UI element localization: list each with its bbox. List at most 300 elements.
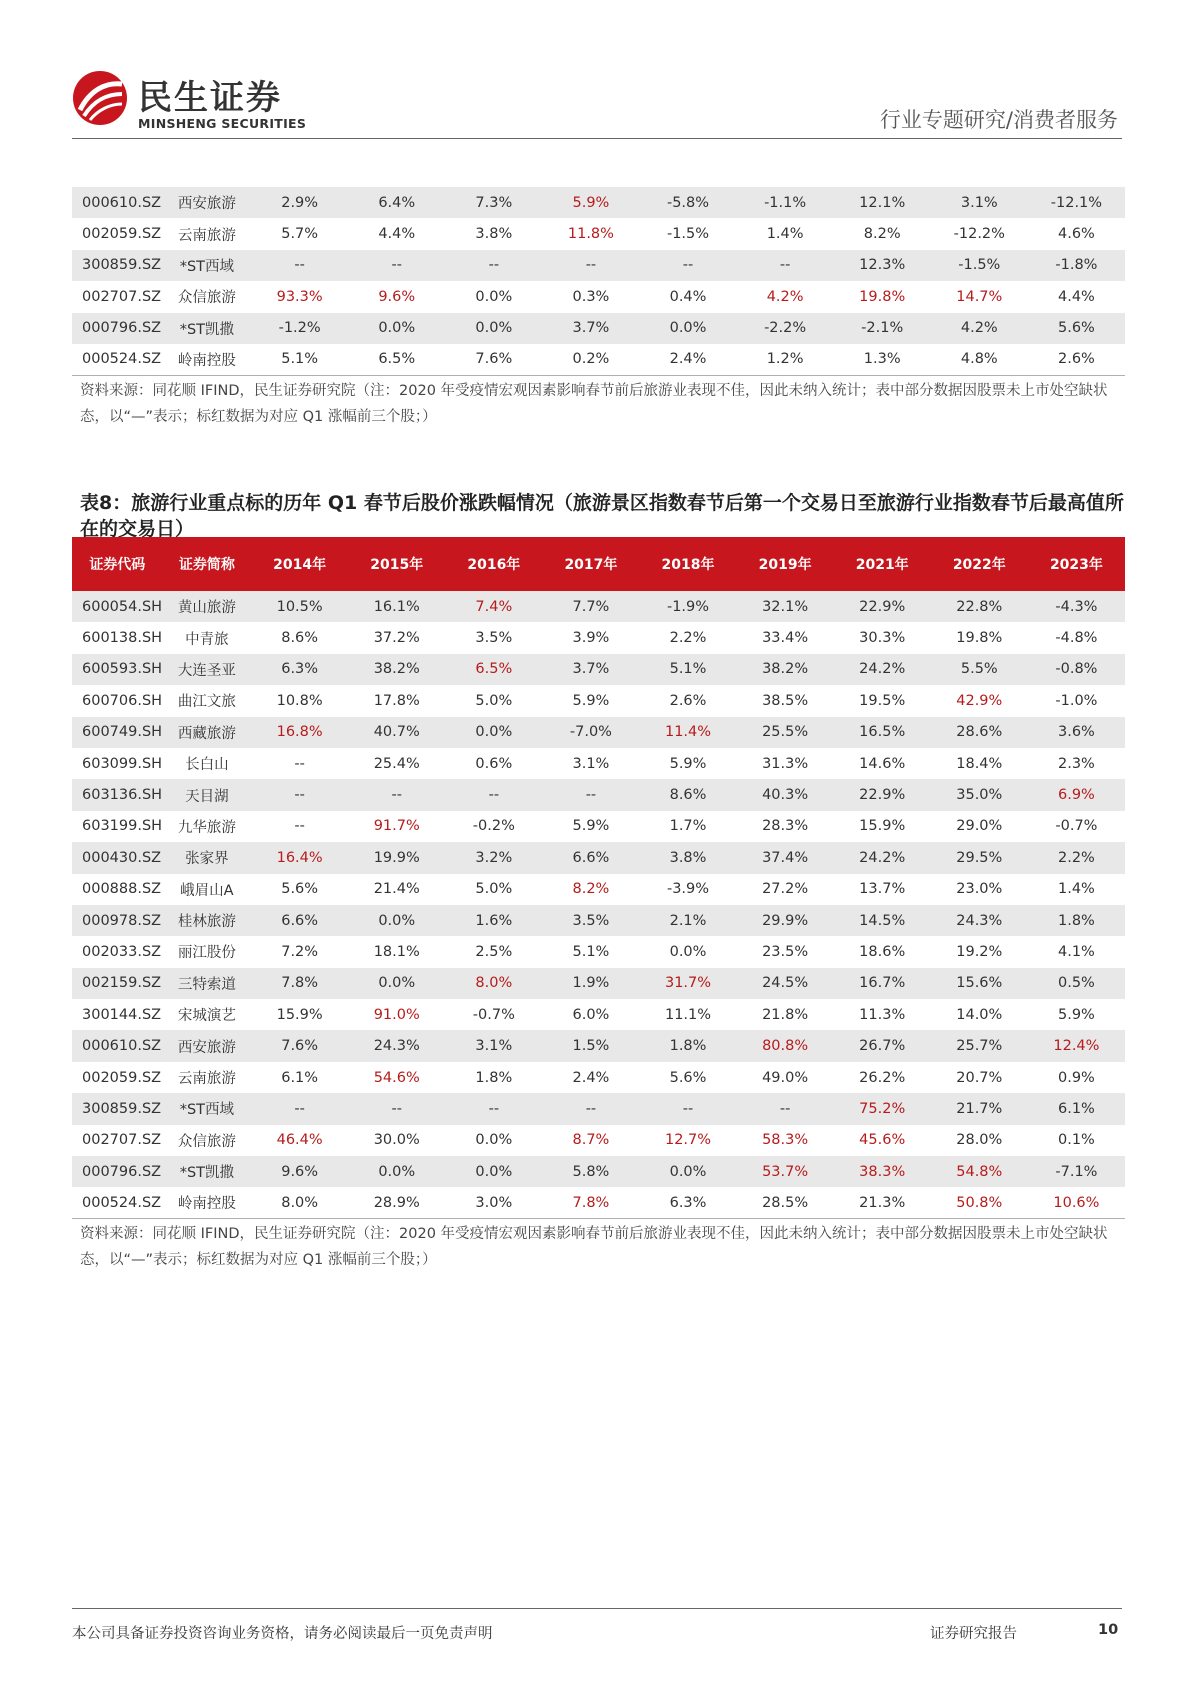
stock-code-cell: 600138.SH	[82, 630, 163, 647]
value-cell: 8.2%	[572, 881, 610, 898]
value-cell: 42.9%	[956, 692, 1003, 709]
stock-name-cell: 峨眉山A	[180, 882, 234, 899]
value-cell: 45.6%	[859, 1132, 906, 1149]
value-cell: 25.7%	[956, 1038, 1003, 1055]
value-cell: 1.8%	[669, 1038, 707, 1055]
value-cell: 23.0%	[956, 881, 1003, 898]
value-cell: 38.3%	[859, 1163, 906, 1180]
value-cell: 21.7%	[956, 1100, 1003, 1117]
stock-name-cell: *ST西域	[179, 258, 235, 275]
value-cell: 14.5%	[859, 912, 906, 929]
table-row	[72, 218, 1125, 249]
value-cell: 3.9%	[572, 630, 610, 647]
value-cell: 6.9%	[1058, 787, 1095, 804]
value-cell: 1.6%	[475, 912, 513, 929]
value-cell: 28.5%	[762, 1194, 809, 1211]
table-body	[72, 591, 1125, 1219]
value-cell: 0.1%	[1058, 1132, 1095, 1149]
value-cell: 8.0%	[475, 975, 513, 992]
value-cell: 0.0%	[378, 912, 416, 929]
stock-code-cell: 000610.SZ	[82, 1038, 162, 1055]
value-cell: 0.4%	[669, 288, 707, 305]
stock-name-cell: 长白山	[185, 757, 229, 774]
value-cell: 0.5%	[1058, 975, 1095, 992]
value-cell: 7.8%	[281, 975, 319, 992]
value-cell: -0.7%	[472, 1006, 515, 1023]
value-cell: 26.2%	[859, 1069, 906, 1086]
column-header: 证券代码	[89, 557, 146, 573]
value-cell: 2.5%	[475, 943, 513, 960]
value-cell: 1.8%	[475, 1069, 513, 1086]
value-cell: 5.7%	[281, 226, 319, 243]
table-row	[72, 748, 1125, 779]
value-cell: --	[585, 1100, 597, 1117]
value-cell: --	[779, 257, 791, 274]
value-cell: 11.3%	[859, 1006, 906, 1023]
stock-code-cell: 002707.SZ	[82, 288, 162, 305]
value-cell: 29.9%	[762, 912, 809, 929]
value-cell: 54.8%	[956, 1163, 1003, 1180]
value-cell: 4.2%	[766, 288, 804, 305]
value-cell: 5.0%	[475, 881, 513, 898]
page-number: 10	[1098, 1622, 1119, 1638]
value-cell: 5.6%	[1058, 320, 1095, 337]
column-header: 2015年	[370, 557, 424, 573]
value-cell: -1.5%	[958, 257, 1001, 274]
stock-code-cell: 300144.SZ	[82, 1006, 162, 1023]
table-row	[72, 874, 1125, 905]
footer-disclaimer: 本公司具备证券投资咨询业务资格，请务必阅读最后一页免责声明	[72, 1626, 493, 1642]
value-cell: 6.6%	[281, 912, 319, 929]
stock-name-cell: 张家界	[185, 851, 229, 868]
value-cell: 28.9%	[373, 1194, 420, 1211]
table-row	[72, 779, 1125, 810]
value-cell: 3.8%	[669, 849, 707, 866]
value-cell: 16.5%	[859, 724, 906, 741]
value-cell: --	[682, 1100, 694, 1117]
page-header	[72, 60, 1118, 138]
value-cell: 5.6%	[281, 881, 319, 898]
value-cell: 5.9%	[572, 194, 610, 211]
value-cell: 10.8%	[276, 692, 323, 709]
value-cell: 12.7%	[664, 1132, 712, 1149]
value-cell: 0.9%	[1058, 1069, 1095, 1086]
value-cell: 2.6%	[669, 692, 707, 709]
value-cell: 10.6%	[1053, 1194, 1100, 1211]
value-cell: 4.8%	[960, 351, 998, 368]
column-header: 证券简称	[178, 557, 235, 573]
value-cell: 16.7%	[859, 975, 906, 992]
tourism-stock-performance-table	[72, 537, 1125, 1219]
value-cell: 3.8%	[475, 226, 513, 243]
value-cell: 2.1%	[669, 912, 707, 929]
value-cell: 0.0%	[475, 724, 513, 741]
value-cell: 1.5%	[572, 1038, 610, 1055]
table-row	[72, 811, 1125, 842]
stock-code-cell: 000524.SZ	[82, 1194, 162, 1211]
stock-name-cell: 众信旅游	[177, 1133, 236, 1150]
stock-name-cell: 丽江股份	[177, 945, 236, 962]
stock-code-cell: 000888.SZ	[82, 881, 162, 898]
value-cell: 24.2%	[859, 661, 906, 678]
value-cell: --	[294, 818, 305, 835]
value-cell: 7.2%	[281, 943, 319, 960]
value-cell: 0.0%	[669, 1163, 707, 1180]
value-cell: 91.0%	[373, 1006, 420, 1023]
value-cell: 14.7%	[956, 288, 1003, 305]
stock-code-cell: 600593.SH	[82, 661, 163, 678]
stock-name-cell: 天目湖	[185, 788, 229, 805]
value-cell: 16.4%	[276, 849, 323, 866]
value-cell: 37.4%	[762, 849, 809, 866]
value-cell: 21.3%	[859, 1194, 906, 1211]
report-category-title: 行业专题研究/消费者服务	[879, 108, 1118, 132]
value-cell: 17.8%	[373, 692, 420, 709]
column-header: 2014年	[273, 557, 327, 573]
stock-code-cell: 000430.SZ	[82, 849, 162, 866]
value-cell: 0.0%	[475, 320, 513, 337]
stock-name-cell: 黄山旅游	[177, 600, 236, 617]
value-cell: 5.9%	[1058, 1006, 1095, 1023]
value-cell: 32.1%	[762, 598, 809, 615]
stock-code-cell: 002059.SZ	[82, 1069, 162, 1086]
value-cell: 10.5%	[276, 598, 323, 615]
value-cell: -0.8%	[1055, 661, 1098, 678]
value-cell: 3.2%	[475, 849, 513, 866]
value-cell: 0.0%	[669, 943, 707, 960]
value-cell: 46.4%	[276, 1132, 323, 1149]
value-cell: 7.7%	[572, 598, 610, 615]
column-header: 2019年	[758, 557, 812, 573]
value-cell: --	[779, 1100, 791, 1117]
table-row	[72, 968, 1125, 999]
value-cell: 28.3%	[762, 818, 809, 835]
value-cell: 25.4%	[373, 755, 420, 772]
value-cell: 6.3%	[669, 1194, 707, 1211]
value-cell: --	[391, 257, 402, 274]
column-header: 2017年	[564, 557, 618, 573]
value-cell: 28.0%	[956, 1132, 1003, 1149]
value-cell: 2.3%	[1058, 755, 1095, 772]
value-cell: 11.1%	[664, 1006, 712, 1023]
table-row	[72, 685, 1125, 716]
value-cell: 3.0%	[475, 1194, 513, 1211]
table-row	[72, 313, 1125, 344]
value-cell: 75.2%	[859, 1100, 906, 1117]
stock-code-cell: 300859.SZ	[82, 1100, 162, 1117]
value-cell: 3.1%	[572, 755, 610, 772]
value-cell: 23.5%	[762, 943, 809, 960]
table-caption: 表8：旅游行业重点标的历年 Q1 春节后股价涨跌幅情况（旅游景区指数春节后第一个交易日至旅游行业指数春节后最高值所在的交易日）	[80, 492, 1124, 540]
stock-name-cell: 西安旅游	[177, 196, 236, 213]
value-cell: 24.2%	[859, 849, 906, 866]
value-cell: 91.7%	[373, 818, 420, 835]
value-cell: 27.2%	[762, 881, 809, 898]
value-cell: 19.8%	[956, 630, 1003, 647]
value-cell: 15.6%	[956, 975, 1003, 992]
stock-name-cell: 西藏旅游	[177, 725, 236, 742]
value-cell: 9.6%	[281, 1163, 319, 1180]
value-cell: -12.2%	[953, 226, 1005, 243]
value-cell: 1.4%	[766, 226, 804, 243]
value-cell: --	[294, 755, 305, 772]
value-cell: --	[585, 257, 597, 274]
value-cell: 2.4%	[572, 1069, 610, 1086]
stock-name-cell: *ST凯撒	[179, 1165, 235, 1182]
column-header: 2018年	[661, 557, 715, 573]
stock-name-cell: 西安旅游	[177, 1039, 236, 1056]
value-cell: 54.6%	[373, 1069, 420, 1086]
table-row	[72, 936, 1125, 967]
value-cell: 53.7%	[762, 1163, 809, 1180]
table-row	[72, 1030, 1125, 1061]
value-cell: 5.1%	[572, 943, 610, 960]
footer-divider	[72, 1608, 1122, 1609]
logo-chinese-name: 民生证券	[138, 78, 282, 118]
value-cell: 12.1%	[859, 194, 906, 211]
value-cell: 93.3%	[276, 288, 323, 305]
value-cell: 19.8%	[859, 288, 906, 305]
value-cell: 8.7%	[572, 1132, 610, 1149]
value-cell: --	[294, 787, 305, 804]
table-row	[72, 344, 1125, 375]
value-cell: 0.0%	[378, 975, 416, 992]
stock-code-cell: 600054.SH	[82, 598, 163, 615]
value-cell: 5.9%	[572, 692, 610, 709]
table-row	[72, 622, 1125, 653]
footer-report-type: 证券研究报告	[930, 1626, 1017, 1642]
value-cell: 0.0%	[378, 320, 416, 337]
stock-code-cell: 002033.SZ	[82, 943, 162, 960]
value-cell: 2.4%	[669, 351, 707, 368]
table-row	[72, 1093, 1125, 1124]
value-cell: 0.0%	[378, 1163, 416, 1180]
value-cell: 1.3%	[863, 351, 901, 368]
stock-code-cell: 600749.SH	[82, 724, 163, 741]
stock-name-cell: 桂林旅游	[177, 914, 236, 931]
value-cell: 8.2%	[863, 226, 901, 243]
stock-code-cell: 300859.SZ	[82, 257, 162, 274]
value-cell: 21.4%	[373, 881, 420, 898]
value-cell: --	[585, 787, 597, 804]
stock-name-cell: 云南旅游	[177, 227, 236, 244]
value-cell: 24.3%	[956, 912, 1003, 929]
value-cell: 5.8%	[572, 1163, 610, 1180]
value-cell: 31.3%	[762, 755, 809, 772]
value-cell: 2.2%	[669, 630, 707, 647]
value-cell: 30.3%	[859, 630, 906, 647]
value-cell: 0.3%	[572, 288, 610, 305]
value-cell: 3.6%	[1058, 724, 1095, 741]
stock-code-cell: 002707.SZ	[82, 1132, 162, 1149]
value-cell: 16.8%	[276, 724, 323, 741]
value-cell: -4.8%	[1055, 630, 1098, 647]
value-cell: 1.7%	[669, 818, 707, 835]
value-cell: 11.4%	[664, 724, 712, 741]
value-cell: 18.4%	[956, 755, 1003, 772]
value-cell: 3.1%	[960, 194, 998, 211]
table-row	[72, 591, 1125, 622]
stock-code-cell: 000524.SZ	[82, 351, 162, 368]
table-row	[72, 281, 1125, 312]
value-cell: 11.8%	[567, 226, 614, 243]
value-cell: 40.3%	[762, 787, 809, 804]
column-header: 2022年	[952, 557, 1006, 573]
value-cell: -2.1%	[861, 320, 904, 337]
value-cell: 26.7%	[859, 1038, 906, 1055]
value-cell: -7.1%	[1055, 1163, 1098, 1180]
value-cell: 7.6%	[281, 1038, 319, 1055]
value-cell: 15.9%	[859, 818, 906, 835]
continued-table-body	[72, 187, 1125, 375]
stock-code-cell: 603099.SH	[82, 755, 163, 772]
value-cell: 37.2%	[373, 630, 420, 647]
value-cell: 5.1%	[669, 661, 707, 678]
value-cell: 2.2%	[1058, 849, 1095, 866]
value-cell: 4.6%	[1058, 226, 1095, 243]
value-cell: --	[391, 1100, 402, 1117]
continued-stock-table	[72, 187, 1125, 376]
value-cell: 9.6%	[378, 288, 416, 305]
value-cell: 24.3%	[373, 1038, 420, 1055]
value-cell: 4.4%	[378, 226, 416, 243]
value-cell: 0.0%	[475, 1132, 513, 1149]
value-cell: 3.5%	[572, 912, 610, 929]
value-cell: 22.9%	[859, 787, 906, 804]
value-cell: 6.4%	[378, 194, 416, 211]
value-cell: 18.1%	[373, 943, 420, 960]
value-cell: 31.7%	[664, 975, 712, 992]
value-cell: 6.5%	[378, 351, 416, 368]
value-cell: 30.0%	[373, 1132, 420, 1149]
value-cell: 21.8%	[762, 1006, 809, 1023]
column-header: 2023年	[1049, 557, 1103, 573]
value-cell: -1.8%	[1055, 257, 1098, 274]
value-cell: -4.3%	[1055, 598, 1098, 615]
stock-code-cell: 000610.SZ	[82, 194, 162, 211]
value-cell: 24.5%	[762, 975, 809, 992]
stock-code-cell: 600706.SH	[82, 692, 163, 709]
value-cell: 14.0%	[956, 1006, 1003, 1023]
stock-code-cell: 000978.SZ	[82, 912, 162, 929]
value-cell: 28.6%	[956, 724, 1003, 741]
value-cell: 12.3%	[859, 257, 906, 274]
value-cell: 1.4%	[1058, 881, 1095, 898]
value-cell: --	[488, 1100, 500, 1117]
table-row	[72, 999, 1125, 1030]
stock-name-cell: 岭南控股	[177, 1196, 236, 1213]
table-row	[72, 250, 1125, 281]
value-cell: -1.9%	[666, 598, 710, 615]
value-cell: 6.6%	[572, 849, 610, 866]
stock-code-cell: 000796.SZ	[82, 320, 162, 337]
value-cell: 5.5%	[960, 661, 998, 678]
header-divider	[72, 138, 1122, 139]
value-cell: -1.1%	[764, 194, 807, 211]
value-cell: -1.5%	[666, 226, 710, 243]
value-cell: 29.5%	[956, 849, 1003, 866]
value-cell: 0.0%	[475, 288, 513, 305]
value-cell: -0.2%	[472, 818, 515, 835]
value-cell: 0.0%	[475, 1163, 513, 1180]
value-cell: 7.8%	[572, 1194, 610, 1211]
stock-name-cell: 宋城演艺	[177, 1008, 236, 1025]
value-cell: -7.0%	[569, 724, 612, 741]
value-cell: 0.2%	[572, 351, 610, 368]
stock-code-cell: 002059.SZ	[82, 226, 162, 243]
value-cell: 19.2%	[956, 943, 1003, 960]
value-cell: 0.0%	[669, 320, 707, 337]
value-cell: 12.4%	[1053, 1038, 1100, 1055]
value-cell: 33.4%	[762, 630, 809, 647]
table-row	[72, 1062, 1125, 1093]
value-cell: 18.6%	[859, 943, 906, 960]
value-cell: 13.7%	[859, 881, 906, 898]
value-cell: 5.6%	[669, 1069, 707, 1086]
stock-name-cell: 曲江文旅	[177, 694, 236, 711]
column-header: 2021年	[855, 557, 909, 573]
value-cell: 2.9%	[281, 194, 319, 211]
value-cell: 15.9%	[276, 1006, 323, 1023]
table-row	[72, 717, 1125, 748]
value-cell: 38.5%	[762, 692, 809, 709]
stock-name-cell: 中青旅	[185, 631, 229, 648]
value-cell: 1.8%	[1058, 912, 1095, 929]
value-cell: 49.0%	[762, 1069, 809, 1086]
value-cell: -5.8%	[666, 194, 710, 211]
table-header-row	[72, 537, 1125, 591]
stock-name-cell: 大连圣亚	[177, 662, 236, 679]
table-row	[72, 1156, 1125, 1187]
column-header: 2016年	[467, 557, 521, 573]
value-cell: 19.9%	[373, 849, 420, 866]
value-cell: 35.0%	[956, 787, 1003, 804]
stock-code-cell: 603136.SH	[82, 787, 163, 804]
company-logo	[72, 70, 392, 140]
value-cell: --	[391, 787, 402, 804]
stock-name-cell: 岭南控股	[177, 352, 236, 369]
value-cell: 38.2%	[373, 661, 420, 678]
value-cell: 8.0%	[281, 1194, 319, 1211]
value-cell: 5.0%	[475, 692, 513, 709]
value-cell: --	[294, 257, 305, 274]
value-cell: -1.2%	[278, 320, 321, 337]
value-cell: 3.7%	[572, 320, 610, 337]
stock-code-cell: 000796.SZ	[82, 1163, 162, 1180]
value-cell: 4.2%	[960, 320, 998, 337]
value-cell: 3.1%	[475, 1038, 513, 1055]
value-cell: 5.9%	[669, 755, 707, 772]
value-cell: 6.5%	[475, 661, 513, 678]
value-cell: 25.5%	[762, 724, 809, 741]
value-cell: --	[488, 257, 500, 274]
value-cell: 7.4%	[475, 598, 513, 615]
value-cell: 6.0%	[572, 1006, 610, 1023]
logo-emblem-icon	[72, 70, 128, 126]
value-cell: 22.9%	[859, 598, 906, 615]
value-cell: 5.9%	[572, 818, 610, 835]
value-cell: 14.6%	[859, 755, 906, 772]
stock-code-cell: 002159.SZ	[82, 975, 162, 992]
value-cell: 4.4%	[1058, 288, 1095, 305]
value-cell: 7.3%	[475, 194, 513, 211]
value-cell: 38.2%	[762, 661, 809, 678]
stock-name-cell: 众信旅游	[177, 290, 236, 307]
stock-name-cell: *ST西域	[179, 1102, 235, 1119]
value-cell: --	[682, 257, 694, 274]
value-cell: 80.8%	[762, 1038, 809, 1055]
value-cell: 7.6%	[475, 351, 513, 368]
